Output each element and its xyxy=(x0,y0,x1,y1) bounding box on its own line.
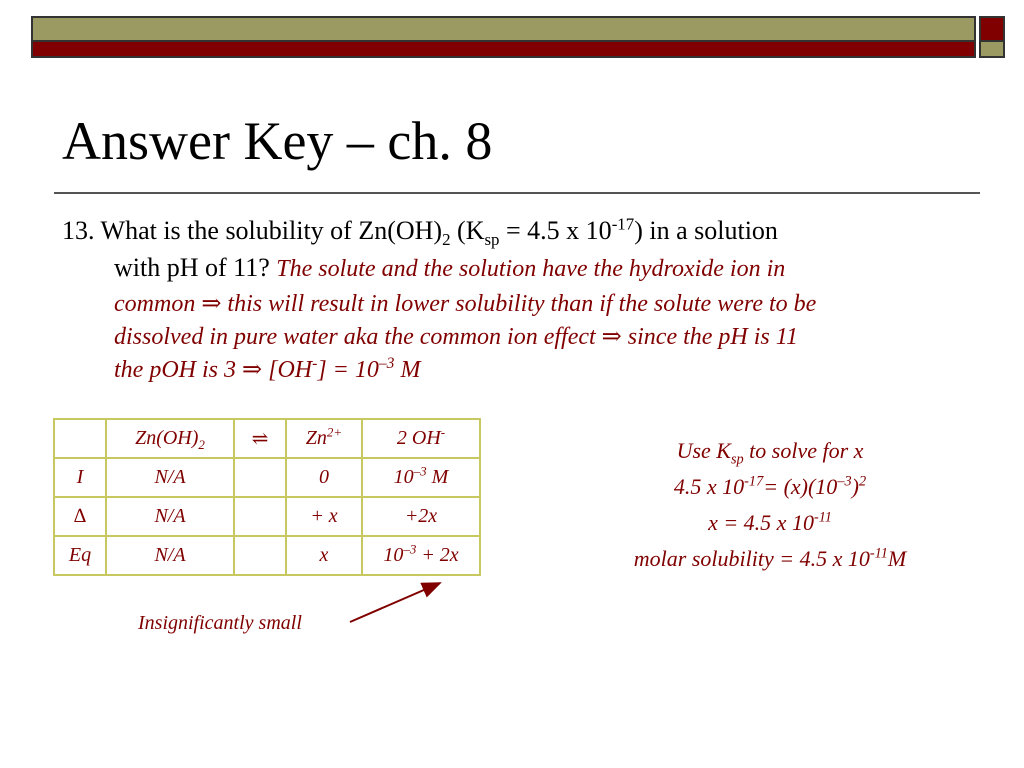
superscript: –3 xyxy=(403,541,417,557)
solution-line xyxy=(575,541,965,577)
superscript: 2 xyxy=(858,473,867,490)
solution-line xyxy=(575,505,965,541)
superscript: - xyxy=(312,355,318,372)
cell-text: M xyxy=(426,466,449,488)
solution-block xyxy=(575,433,965,577)
solution-text: Use K xyxy=(676,438,731,463)
solution-line xyxy=(575,433,965,469)
answer-text: common ⇒ this will result in lower solubility than if the solute were to be xyxy=(114,291,817,317)
question-text: ) in a solution xyxy=(634,216,778,245)
equilibrium-arrow: ⇌ xyxy=(251,428,269,450)
solution-line xyxy=(575,469,965,505)
superscript: - xyxy=(440,424,446,440)
superscript: -17 xyxy=(744,473,764,490)
superscript: –3 xyxy=(837,473,852,490)
question-text: = 4.5 x 10 xyxy=(499,216,612,245)
annotation-label: Insignificantly small xyxy=(138,612,302,634)
question-text: with pH of 11? xyxy=(114,253,277,282)
cell-text: Zn xyxy=(305,427,327,449)
superscript: -11 xyxy=(813,509,832,526)
superscript: 2+ xyxy=(326,424,343,440)
table-cell: + x xyxy=(286,497,362,536)
solution-text: to solve for x xyxy=(743,438,864,463)
cell-text: 2 OH xyxy=(396,427,441,449)
row-label: I xyxy=(54,458,106,497)
table-cell: x xyxy=(286,536,362,575)
question-text: (K xyxy=(450,216,485,245)
superscript: –3 xyxy=(378,355,395,372)
answer-fragment: the pOH is 3 ⇒ [OH xyxy=(114,357,313,383)
cell-text: 10 xyxy=(393,466,414,488)
answer-text: The solute and the solution have the hydroxide ion in xyxy=(276,256,786,282)
cell-text: 10 xyxy=(383,544,404,566)
row-label: ∆ xyxy=(54,497,106,536)
cell-text: + 2x xyxy=(416,544,459,566)
cell-text: +2x xyxy=(404,505,438,527)
table-cell: 0 xyxy=(286,458,362,497)
table-cell: N/A xyxy=(106,536,234,575)
answer-fragment: M xyxy=(394,357,421,383)
cell-text: Zn(OH) xyxy=(135,427,199,449)
question-number: 13. xyxy=(62,216,95,245)
answer-text: dissolved in pure water aka the common ion effect ⇒ since the pH is 11 xyxy=(114,324,798,350)
subscript: sp xyxy=(730,451,744,468)
subscript: 2 xyxy=(198,437,205,452)
subscript: sp xyxy=(484,230,500,250)
solution-text: 4.5 x 10 xyxy=(673,474,745,499)
superscript: -17 xyxy=(611,214,635,234)
table-cell: N/A xyxy=(106,458,234,497)
superscript: –3 xyxy=(413,463,427,479)
table-cell: N/A xyxy=(106,497,234,536)
subscript: 2 xyxy=(442,230,451,250)
solution-text: ) xyxy=(851,474,859,499)
question-text: What is the solubility of Zn(OH) xyxy=(100,216,443,245)
row-label: Eq xyxy=(54,536,106,575)
solution-text: molar solubility = 4.5 x 10 xyxy=(633,546,870,571)
superscript: -11 xyxy=(869,545,888,562)
slide-title: Answer Key – ch. 8 xyxy=(62,111,493,171)
solution-text: M xyxy=(887,546,907,571)
answer-fragment: ] = 10 xyxy=(317,357,379,383)
solution-text: x = 4.5 x 10 xyxy=(708,510,814,535)
solution-text: = (x)(10 xyxy=(763,474,838,499)
